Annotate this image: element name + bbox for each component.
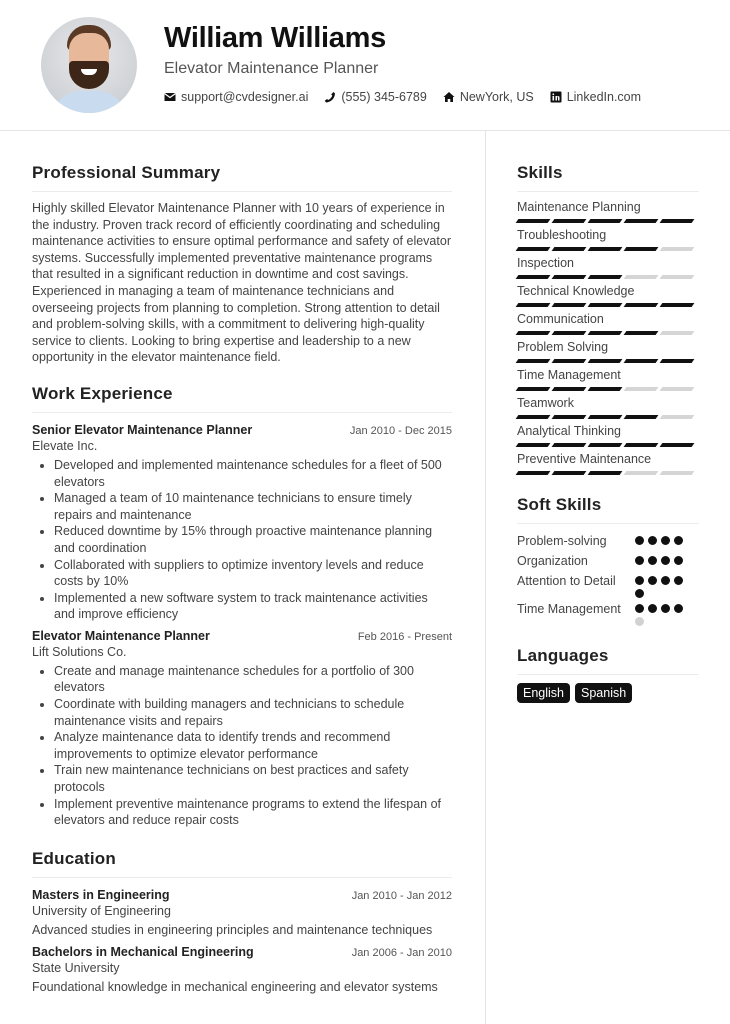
skill-level-bar [517, 443, 699, 447]
skill-item [517, 452, 699, 475]
language-badge: Spanish [575, 683, 632, 703]
soft-skill-item [517, 600, 699, 626]
skill-item [517, 368, 699, 391]
skill-level-bar [517, 471, 699, 475]
education-entry [32, 888, 452, 937]
school: University of Engineering [32, 903, 171, 918]
contact-location [443, 90, 534, 104]
section-heading: Education [32, 849, 452, 878]
summary-text: Highly skilled Elevator Maintenance Planner with 10 years of experience in the industry. Proven track record of efficiently coordinating and scheduling maintenance activities to ensure optimal performance and safety of elevator systems. Successfully implemented preventative maintenance programs that resulted in a significant reduction in downtime and cost savings. Experienced in managing a team of maintenance technicians and overseeing projects from planning to completion. Strong attention to detail and problem-solving skills, with a commitment to delivering high-quality service to clients. Looking to bring expertise and leadership to a new opportunity in the elevator maintenance field. [32, 201, 451, 365]
phone-icon [324, 91, 336, 103]
education-date: Jan 2006 - Jan 2010 [351, 946, 452, 959]
language-badge: English [517, 683, 570, 703]
phone-text: (555) 345-6789 [341, 90, 427, 104]
column-divider [485, 131, 486, 1024]
skill-item [517, 228, 699, 251]
job-bullet: Train new maintenance technicians on best practices and safety protocols [32, 762, 452, 795]
skill-item [517, 200, 699, 223]
skill-label: Communication [517, 312, 604, 326]
job-company: Elevate Inc. [32, 438, 98, 453]
job-bullet: Reduced downtime by 15% through proactive maintenance planning and coordination [32, 523, 452, 556]
education-description: Foundational knowledge in mechanical engineering and elevator systems [32, 979, 438, 994]
skill-level-bar [517, 359, 699, 363]
home-icon [443, 91, 455, 103]
soft-skill-rating [635, 552, 687, 565]
job-bullet: Implement preventive maintenance programs to extend the lifespan of elevators and reduce repair costs [32, 796, 452, 829]
education-section [32, 849, 452, 994]
soft-skill-label: Problem-solving [517, 534, 607, 548]
skill-level-bar [517, 387, 699, 391]
linkedin-text: LinkedIn.com [566, 90, 642, 104]
skill-label: Technical Knowledge [517, 284, 635, 298]
soft-skills-section [517, 495, 699, 626]
candidate-name: William Williams [164, 22, 386, 54]
soft-skill-rating [635, 572, 687, 598]
section-heading: Soft Skills [517, 495, 699, 524]
job-bullet: Managed a team of 10 maintenance technicians to ensure timely repairs and maintenance [32, 490, 452, 523]
skill-item [517, 312, 699, 335]
section-heading: Languages [517, 646, 699, 675]
education-entry [32, 945, 452, 994]
job-bullet: Implemented a new software system to track maintenance activities and improve efficiency [32, 590, 452, 623]
experience-section [32, 384, 452, 829]
job-date: Jan 2010 - Dec 2015 [349, 424, 452, 437]
job-entry [32, 423, 452, 623]
skill-level-bar [517, 247, 699, 251]
summary-section [32, 163, 452, 366]
soft-skill-item [517, 552, 699, 570]
location-text: NewYork, US [459, 90, 534, 104]
languages-section [517, 646, 699, 703]
soft-skill-label: Attention to Detail [517, 574, 616, 588]
degree: Masters in Engineering [32, 887, 170, 902]
skill-item [517, 424, 699, 447]
soft-skill-rating [635, 532, 687, 545]
job-bullet: Collaborated with suppliers to optimize inventory levels and reduce costs by 10% [32, 557, 452, 590]
job-date: Feb 2016 - Present [357, 630, 452, 643]
school: State University [32, 960, 120, 975]
skill-label: Time Management [517, 368, 621, 382]
job-bullet: Create and manage maintenance schedules for a portfolio of 300 elevators [32, 663, 452, 696]
soft-skill-label: Time Management [517, 602, 621, 616]
skill-label: Maintenance Planning [517, 200, 641, 214]
skill-label: Troubleshooting [517, 228, 607, 242]
skill-item [517, 340, 699, 363]
education-description: Advanced studies in engineering principles and maintenance techniques [32, 922, 433, 937]
skill-item [517, 284, 699, 307]
main-column [32, 131, 452, 994]
envelope-icon [164, 91, 176, 103]
skill-label: Problem Solving [517, 340, 609, 354]
skill-level-bar [517, 303, 699, 307]
resume-header [0, 0, 730, 131]
skill-level-bar [517, 275, 699, 279]
contact-phone[interactable] [324, 90, 426, 104]
contact-linkedin[interactable] [550, 90, 641, 104]
language-list [517, 683, 699, 703]
job-title: Senior Elevator Maintenance Planner [32, 422, 253, 437]
skill-label: Teamwork [517, 396, 574, 410]
job-bullet: Coordinate with building managers and technicians to schedule maintenance visits and repairs [32, 696, 452, 729]
soft-skill-item [517, 532, 699, 550]
skill-item [517, 396, 699, 419]
job-bullet: Analyze maintenance data to identify trends and recommend improvements to optimize elevator performance [32, 729, 452, 762]
soft-skill-rating [635, 600, 687, 626]
degree: Bachelors in Mechanical Engineering [32, 944, 254, 959]
skill-label: Preventive Maintenance [517, 452, 652, 466]
skill-level-bar [517, 219, 699, 223]
linkedin-icon [550, 91, 562, 103]
skill-label: Inspection [517, 256, 574, 270]
section-heading: Work Experience [32, 384, 452, 413]
section-heading: Skills [517, 163, 699, 192]
skill-label: Analytical Thinking [517, 424, 621, 438]
email-text: support@cvdesigner.ai [181, 90, 309, 104]
soft-skill-item [517, 572, 699, 598]
candidate-title: Elevator Maintenance Planner [164, 60, 379, 77]
skill-level-bar [517, 415, 699, 419]
job-company: Lift Solutions Co. [32, 644, 127, 659]
skills-section [517, 163, 699, 475]
soft-skills-list [517, 532, 699, 626]
job-entry [32, 629, 452, 829]
contact-email[interactable] [164, 90, 308, 104]
soft-skill-label: Organization [517, 554, 588, 568]
job-bullet: Developed and implemented maintenance schedules for a fleet of 500 elevators [32, 457, 452, 490]
contact-list [164, 90, 657, 104]
profile-photo [41, 17, 137, 113]
skills-list [517, 200, 699, 475]
section-heading: Professional Summary [32, 163, 452, 192]
skill-item [517, 256, 699, 279]
sidebar-column [517, 131, 699, 703]
skill-level-bar [517, 331, 699, 335]
education-date: Jan 2010 - Jan 2012 [351, 889, 452, 902]
job-title: Elevator Maintenance Planner [32, 628, 210, 643]
